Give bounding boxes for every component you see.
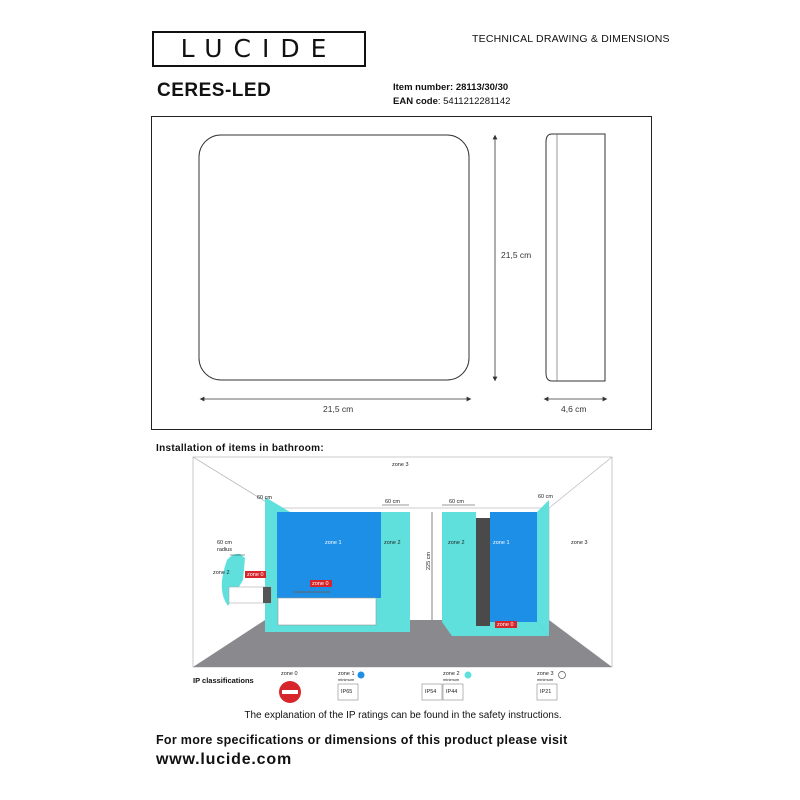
zone1-right [490,512,537,622]
zone0-shower-label: zone 0 [497,622,514,628]
bathroom-title: Installation of items in bathroom: [156,443,324,454]
ip-zone3-min: minimum [537,677,554,682]
product-name: CERES-LED [157,80,272,101]
zone2-left-label: zone 2 [384,540,401,546]
ip-zone0-label: zone 0 [281,671,298,677]
ean-label: EAN code [393,96,438,107]
item-number-label: Item number: [393,82,454,93]
measure-60-d: 60 cm [538,494,553,500]
ip65-label: IP65 [341,689,353,695]
ean-value: : 5411212281142 [437,96,511,107]
ip44-label: IP44 [446,689,458,695]
zone0-basin-label: zone 0 [247,572,264,578]
ip-zone3-label: zone 3 [537,671,554,677]
item-number-value: 28113/30/30 [455,82,509,93]
zone3-right-label: zone 3 [571,540,588,546]
zone1-right-label: zone 1 [493,540,510,546]
ip54-label: IP54 [425,689,437,695]
measure-60-b: 60 cm [385,499,400,505]
ip-explanation-note: The explanation of the IP ratings can be found in the safety instructions. [244,710,562,721]
zone2-dot-icon [465,672,472,679]
height-label: 21,5 cm [501,250,532,260]
brand-logo: LUCIDE [152,31,366,67]
website-link[interactable]: www.lucide.com [156,751,292,768]
ip-zone2-min: minimum [443,677,460,682]
zone2-right [442,512,476,622]
measure-60-a: 60 cm [257,495,272,501]
radius-text: radius [217,547,232,553]
radius-measure: 60 cm [217,540,232,546]
zone2-right-label: zone 2 [448,540,465,546]
zone3-top-label: zone 3 [392,462,409,468]
more-info-text: For more specifications or dimensions of this product please visit [156,733,568,747]
ip21-label: IP21 [540,689,552,695]
section-title: TECHNICAL DRAWING & DIMENSIONS [472,33,670,45]
zone1-dot-icon [358,672,365,679]
zone2-basin-label: zone 2 [213,570,230,576]
depth-label: 4,6 cm [561,404,587,414]
shower-wall [476,518,490,626]
ip-zone1-min: minimum [338,677,355,682]
width-label: 21,5 cm [323,404,354,414]
height-225: 225 cm [426,551,432,570]
zone0-bath-label: zone 0 [312,581,329,587]
ip-classifications-title: IP classifications [193,676,254,685]
measure-60-c: 60 cm [449,499,464,505]
zone2-right-side [537,500,549,636]
ip-zone2-label: zone 2 [443,671,460,677]
zone3-dot-icon [559,672,566,679]
zone1-left-label: zone 1 [325,540,342,546]
bathtub [278,598,376,625]
ip-zone1-label: zone 1 [338,671,355,677]
